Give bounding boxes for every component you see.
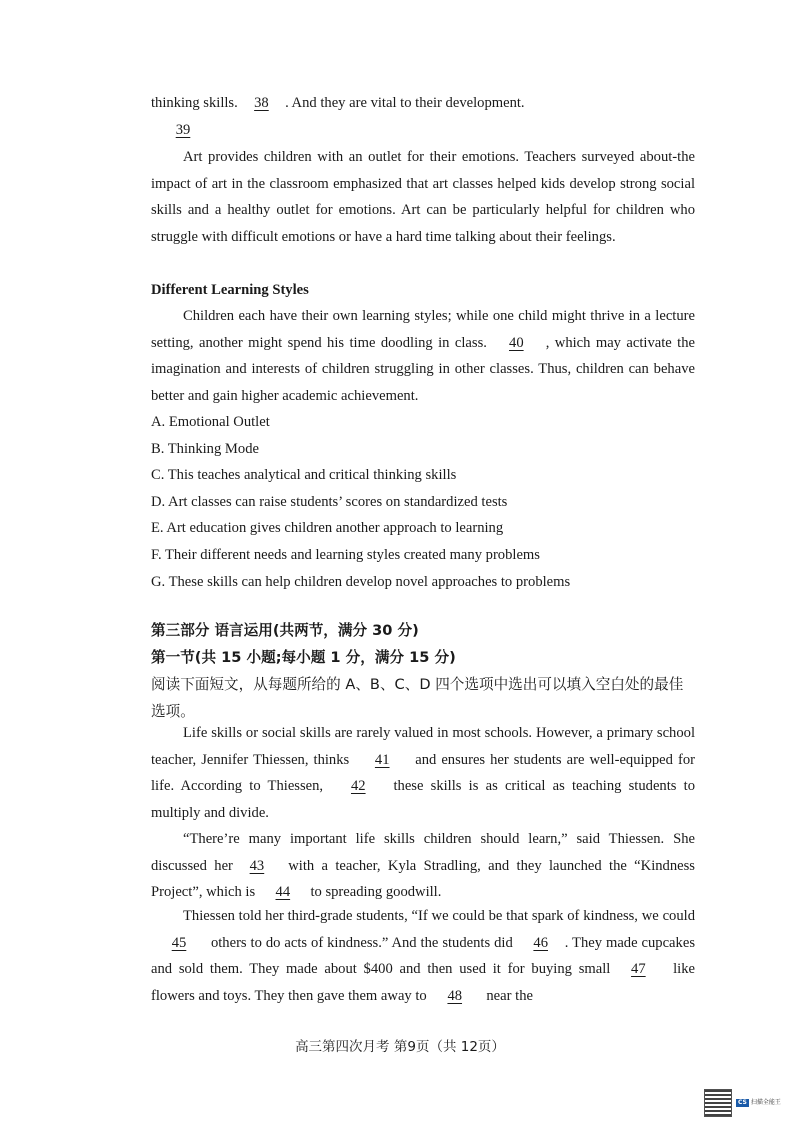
text: . They made cupcakes and sold them. They made about $400 and then used it for buying small (151, 934, 695, 978)
instruction: 阅读下面短文，从每题所给的 A、B、C、D 四个选项中选出可以填入空白处的最佳选项。 (151, 676, 684, 720)
page-footer: 高三第四次月考 第9页（共 12页） (295, 1039, 505, 1055)
cloze-paragraph-2 (151, 826, 695, 906)
part3-title: 第三部分 语言运用(共两节，满分 30 分) (151, 622, 419, 639)
text: Children each have their own learning styles; while one child might thrive in a lecture setting, another might spend his time doodling in class. (151, 308, 695, 351)
scanner-watermark (704, 1088, 788, 1118)
option-e: E. Art education gives children another approach to learning (151, 520, 504, 537)
blank-38: 38 (254, 95, 269, 111)
options-list (151, 409, 695, 595)
emotional-outlet-paragraph: Art provides children with an outlet for their emotions. Teachers surveyed about-the impact of art in the classroom emphasized that art classes helped kids develop strong social skills and a healthy outlet for emotions. Art can be particularly helpful for children who struggle with difficult emotions or have a hard time talking about their feelings. (151, 149, 695, 245)
blank-46: 46 (533, 934, 548, 951)
text: , which may activate the imagination and interests of children struggling in other classes. Thus, children can behave better and gain higher academic achievement. (151, 334, 695, 404)
line-38 (151, 90, 695, 117)
cloze-paragraph-1 (151, 720, 695, 826)
option-g: G. These skills can help children develop novel approaches to problems (151, 573, 571, 590)
text: Life skills or social skills are rarely valued in most schools. However, a primary school teacher, Jennifer Thiessen, thinks (151, 725, 695, 768)
section1-title: 第一节(共 15 小题;每小题 1 分，满分 15 分) (151, 649, 456, 666)
text: . And they are vital to their development. (281, 95, 525, 111)
blank-42: 42 (350, 778, 366, 795)
text: others to do acts of kindness.” And the students did (207, 934, 517, 951)
text: with a teacher, Kyla Stradling, and they launched the “Kindness Project”, which is (151, 857, 695, 901)
text: these skills is as critical as teaching students to multiply and divide. (151, 778, 695, 821)
section-heading: Different Learning Styles (151, 282, 309, 298)
blank-43: 43 (249, 857, 265, 874)
text: like flowers and toys. They then gave them away to (151, 961, 695, 1004)
blank-41: 41 (374, 751, 390, 768)
cloze-paragraph-3 (151, 903, 695, 1009)
blank-48: 48 (447, 987, 463, 1004)
blank-39: 39 (175, 122, 191, 138)
text: and ensures her students are well-equipped for life. According to Thiessen, (151, 751, 695, 795)
text: near the (482, 987, 533, 1004)
text: “There’re many important life skills children should learn,” said Thiessen. She discussed her (151, 831, 695, 874)
option-d: D. Art classes can raise students’ scores on standardized tests (151, 493, 508, 510)
option-f: F. Their different needs and learning styles created many problems (151, 546, 540, 563)
text: to spreading goodwill. (306, 884, 442, 901)
blank-40: 40 (509, 334, 524, 351)
blank-44: 44 (275, 884, 291, 901)
blank-45: 45 (171, 934, 187, 951)
line-39 (151, 117, 695, 144)
option-c: C. This teaches analytical and critical thinking skills (151, 467, 457, 484)
qr-code-icon (704, 1089, 732, 1117)
option-a: A. Emotional Outlet (151, 414, 270, 430)
text: thinking skills. (151, 95, 242, 111)
blank-47: 47 (631, 961, 646, 978)
learning-styles-paragraph (151, 303, 695, 409)
text: Thiessen told her third-grade students, “If we could be that spark of kindness, we could (183, 908, 695, 924)
scanner-label (736, 1099, 781, 1107)
scanner-name: 扫描全能王 (750, 1099, 781, 1106)
option-b: B. Thinking Mode (151, 440, 259, 457)
cs-logo: CS (738, 1099, 747, 1106)
